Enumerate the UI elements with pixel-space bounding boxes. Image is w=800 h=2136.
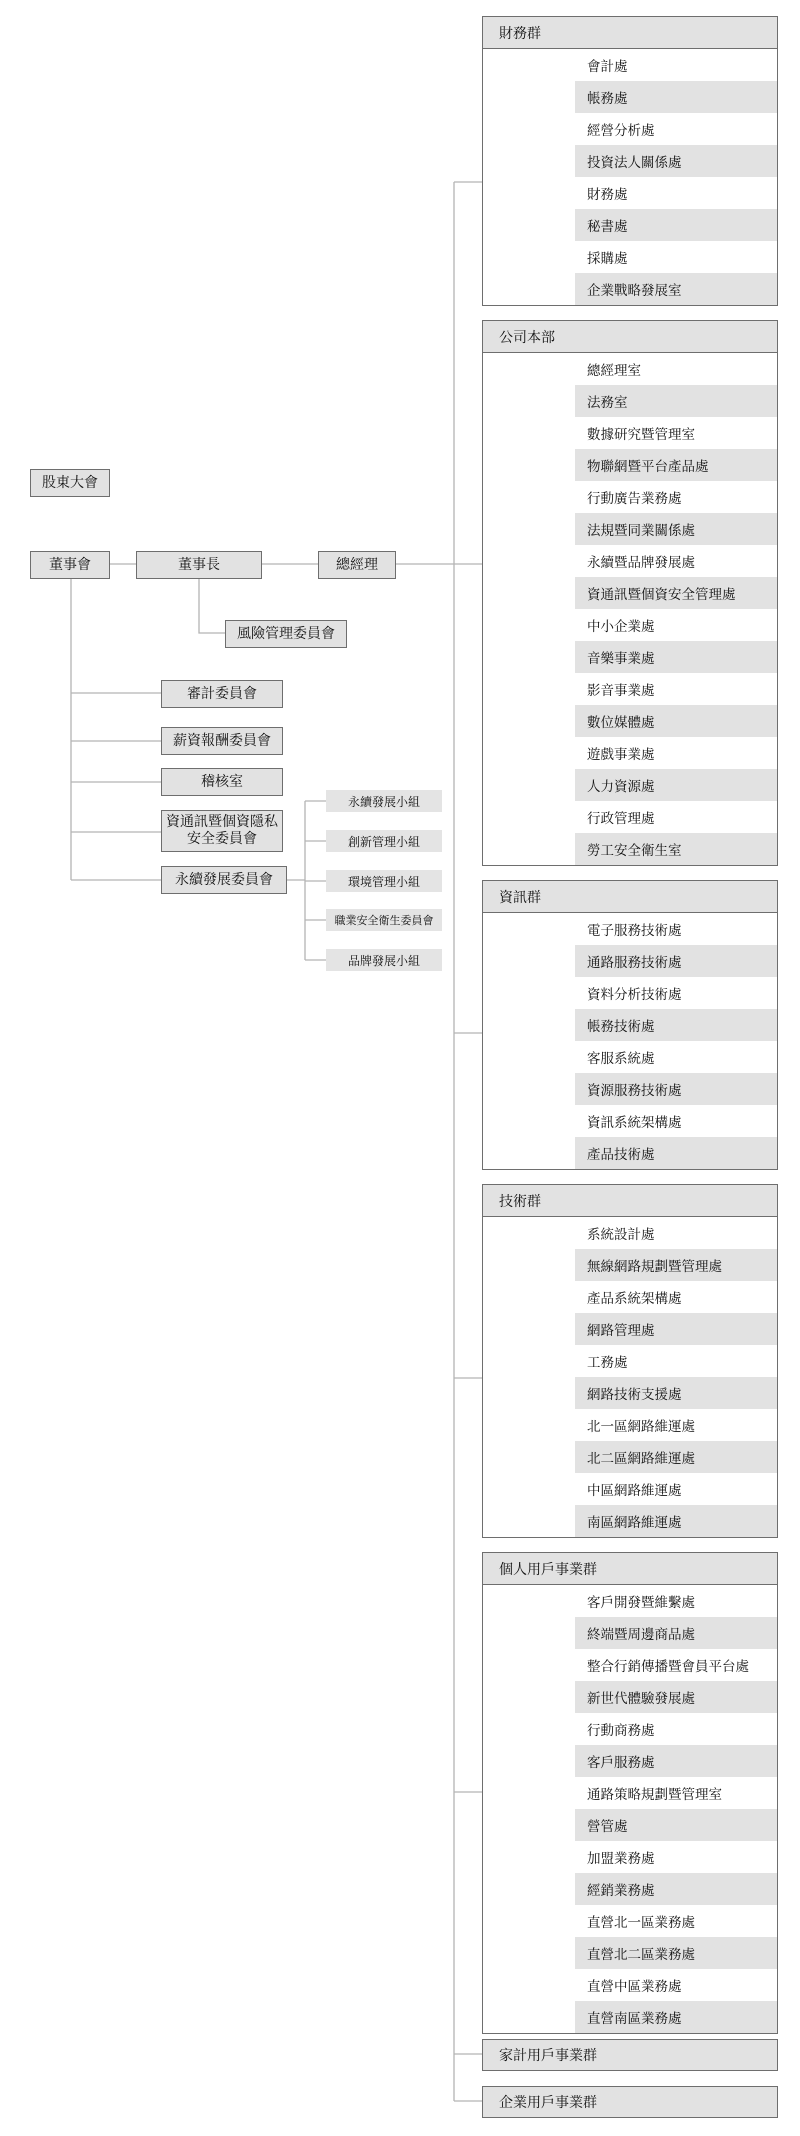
sustainability-committee-box: 永續發展委員會 [161, 866, 287, 894]
department-item: 會計處 [587, 59, 628, 75]
department-item: 影音事業處 [587, 683, 655, 699]
department-item: 行動廣告業務處 [587, 491, 682, 507]
home-business-group [482, 2039, 778, 2071]
department-item: 音樂事業處 [575, 641, 777, 673]
department-item: 物聯網暨平台產品處 [575, 449, 777, 481]
department-item: 經銷業務處 [575, 1873, 777, 1905]
department-item: 北二區網路維運處 [575, 1441, 777, 1473]
security-privacy-committee-box [161, 810, 283, 852]
department-item: 無線網路規劃暨管理處 [575, 1249, 777, 1281]
president-box: 總經理 [318, 551, 396, 579]
sustainability-subgroup: 品牌發展小組 [326, 949, 442, 971]
sustainability-subgroup: 創新管理小組 [326, 830, 442, 852]
department-item: 工務處 [587, 1355, 628, 1371]
sustainability-subgroup: 職業安全衛生委員會 [326, 909, 442, 931]
department-item: 客戶服務處 [575, 1745, 777, 1777]
compensation-committee-box: 薪資報酬委員會 [161, 727, 283, 755]
department-item: 總經理室 [587, 363, 641, 379]
audit-committee-box: 審計委員會 [161, 680, 283, 708]
department-item: 資通訊暨個資安全管理處 [575, 577, 777, 609]
department-item: 行動商務處 [587, 1723, 655, 1739]
department-item: 資料分析技術處 [587, 987, 682, 1003]
sustainability-subgroup: 環境管理小組 [326, 870, 442, 892]
department-item: 行政管理處 [587, 811, 655, 827]
department-item: 終端暨周邊商品處 [575, 1617, 777, 1649]
department-item: 網路管理處 [575, 1313, 777, 1345]
enterprise-business-group [482, 2086, 778, 2118]
department-item: 中區網路維運處 [587, 1483, 682, 1499]
chairman-box: 董事長 [136, 551, 262, 579]
department-item: 客服系統處 [587, 1051, 655, 1067]
department-item: 加盟業務處 [587, 1851, 655, 1867]
department-item: 企業戰略發展室 [575, 273, 777, 305]
group-title: 公司本部 [483, 321, 777, 353]
group-title: 技術群 [483, 1185, 777, 1217]
department-item: 採購處 [587, 251, 628, 267]
department-item: 直營北二區業務處 [575, 1937, 777, 1969]
department-item: 投資法人關係處 [575, 145, 777, 177]
risk-management-committee-box: 風險管理委員會 [225, 620, 347, 648]
department-item: 直營中區業務處 [587, 1979, 682, 1995]
department-item: 整合行銷傳播暨會員平台處 [587, 1659, 749, 1675]
internal-audit-office-box: 稽核室 [161, 768, 283, 796]
department-item: 新世代體驗發展處 [575, 1681, 777, 1713]
department-item: 財務處 [587, 187, 628, 203]
department-item: 秘書處 [575, 209, 777, 241]
department-item: 中小企業處 [587, 619, 655, 635]
sustainability-subgroup: 永續發展小組 [326, 790, 442, 812]
department-item: 網路技術支援處 [575, 1377, 777, 1409]
corporate-headquarters-group [482, 320, 778, 866]
department-item: 產品系統架構處 [587, 1291, 682, 1307]
department-item: 營管處 [575, 1809, 777, 1841]
group-title: 家計用戶事業群 [483, 2040, 777, 2070]
department-item: 通路服務技術處 [575, 945, 777, 977]
department-item: 資源服務技術處 [575, 1073, 777, 1105]
group-title: 財務群 [483, 17, 777, 49]
department-item: 法規暨同業關係處 [575, 513, 777, 545]
security-privacy-committee-line1: 資通訊暨個資隱私 [166, 814, 278, 830]
department-item: 北一區網路維運處 [587, 1419, 695, 1435]
department-item: 南區網路維運處 [575, 1505, 777, 1537]
department-item: 資訊系統架構處 [587, 1115, 682, 1131]
department-item: 數位媒體處 [575, 705, 777, 737]
department-item: 永續暨品牌發展處 [587, 555, 695, 571]
board-of-directors-box: 董事會 [30, 551, 110, 579]
department-item: 勞工安全衛生室 [575, 833, 777, 865]
security-privacy-committee-line2: 安全委員會 [187, 831, 257, 847]
group-title: 個人用戶事業群 [483, 1553, 777, 1585]
department-item: 通路策略規劃暨管理室 [587, 1787, 722, 1803]
department-item: 系統設計處 [587, 1227, 655, 1243]
department-item: 產品技術處 [575, 1137, 777, 1169]
department-item: 人力資源處 [575, 769, 777, 801]
finance-group [482, 16, 778, 306]
department-item: 電子服務技術處 [587, 923, 682, 939]
department-item: 經營分析處 [587, 123, 655, 139]
department-item: 帳務處 [575, 81, 777, 113]
shareholders-meeting-box: 股東大會 [30, 469, 110, 497]
department-item: 直營北一區業務處 [587, 1915, 695, 1931]
department-item: 帳務技術處 [575, 1009, 777, 1041]
department-item: 數據研究暨管理室 [587, 427, 695, 443]
group-title: 資訊群 [483, 881, 777, 913]
group-title: 企業用戶事業群 [483, 2087, 777, 2117]
department-item: 遊戲事業處 [587, 747, 655, 763]
department-item: 客戶開發暨維繫處 [587, 1595, 695, 1611]
technology-group [482, 1184, 778, 1538]
consumer-business-group [482, 1552, 778, 2034]
information-technology-group [482, 880, 778, 1170]
department-item: 法務室 [575, 385, 777, 417]
department-item: 直營南區業務處 [575, 2001, 777, 2033]
